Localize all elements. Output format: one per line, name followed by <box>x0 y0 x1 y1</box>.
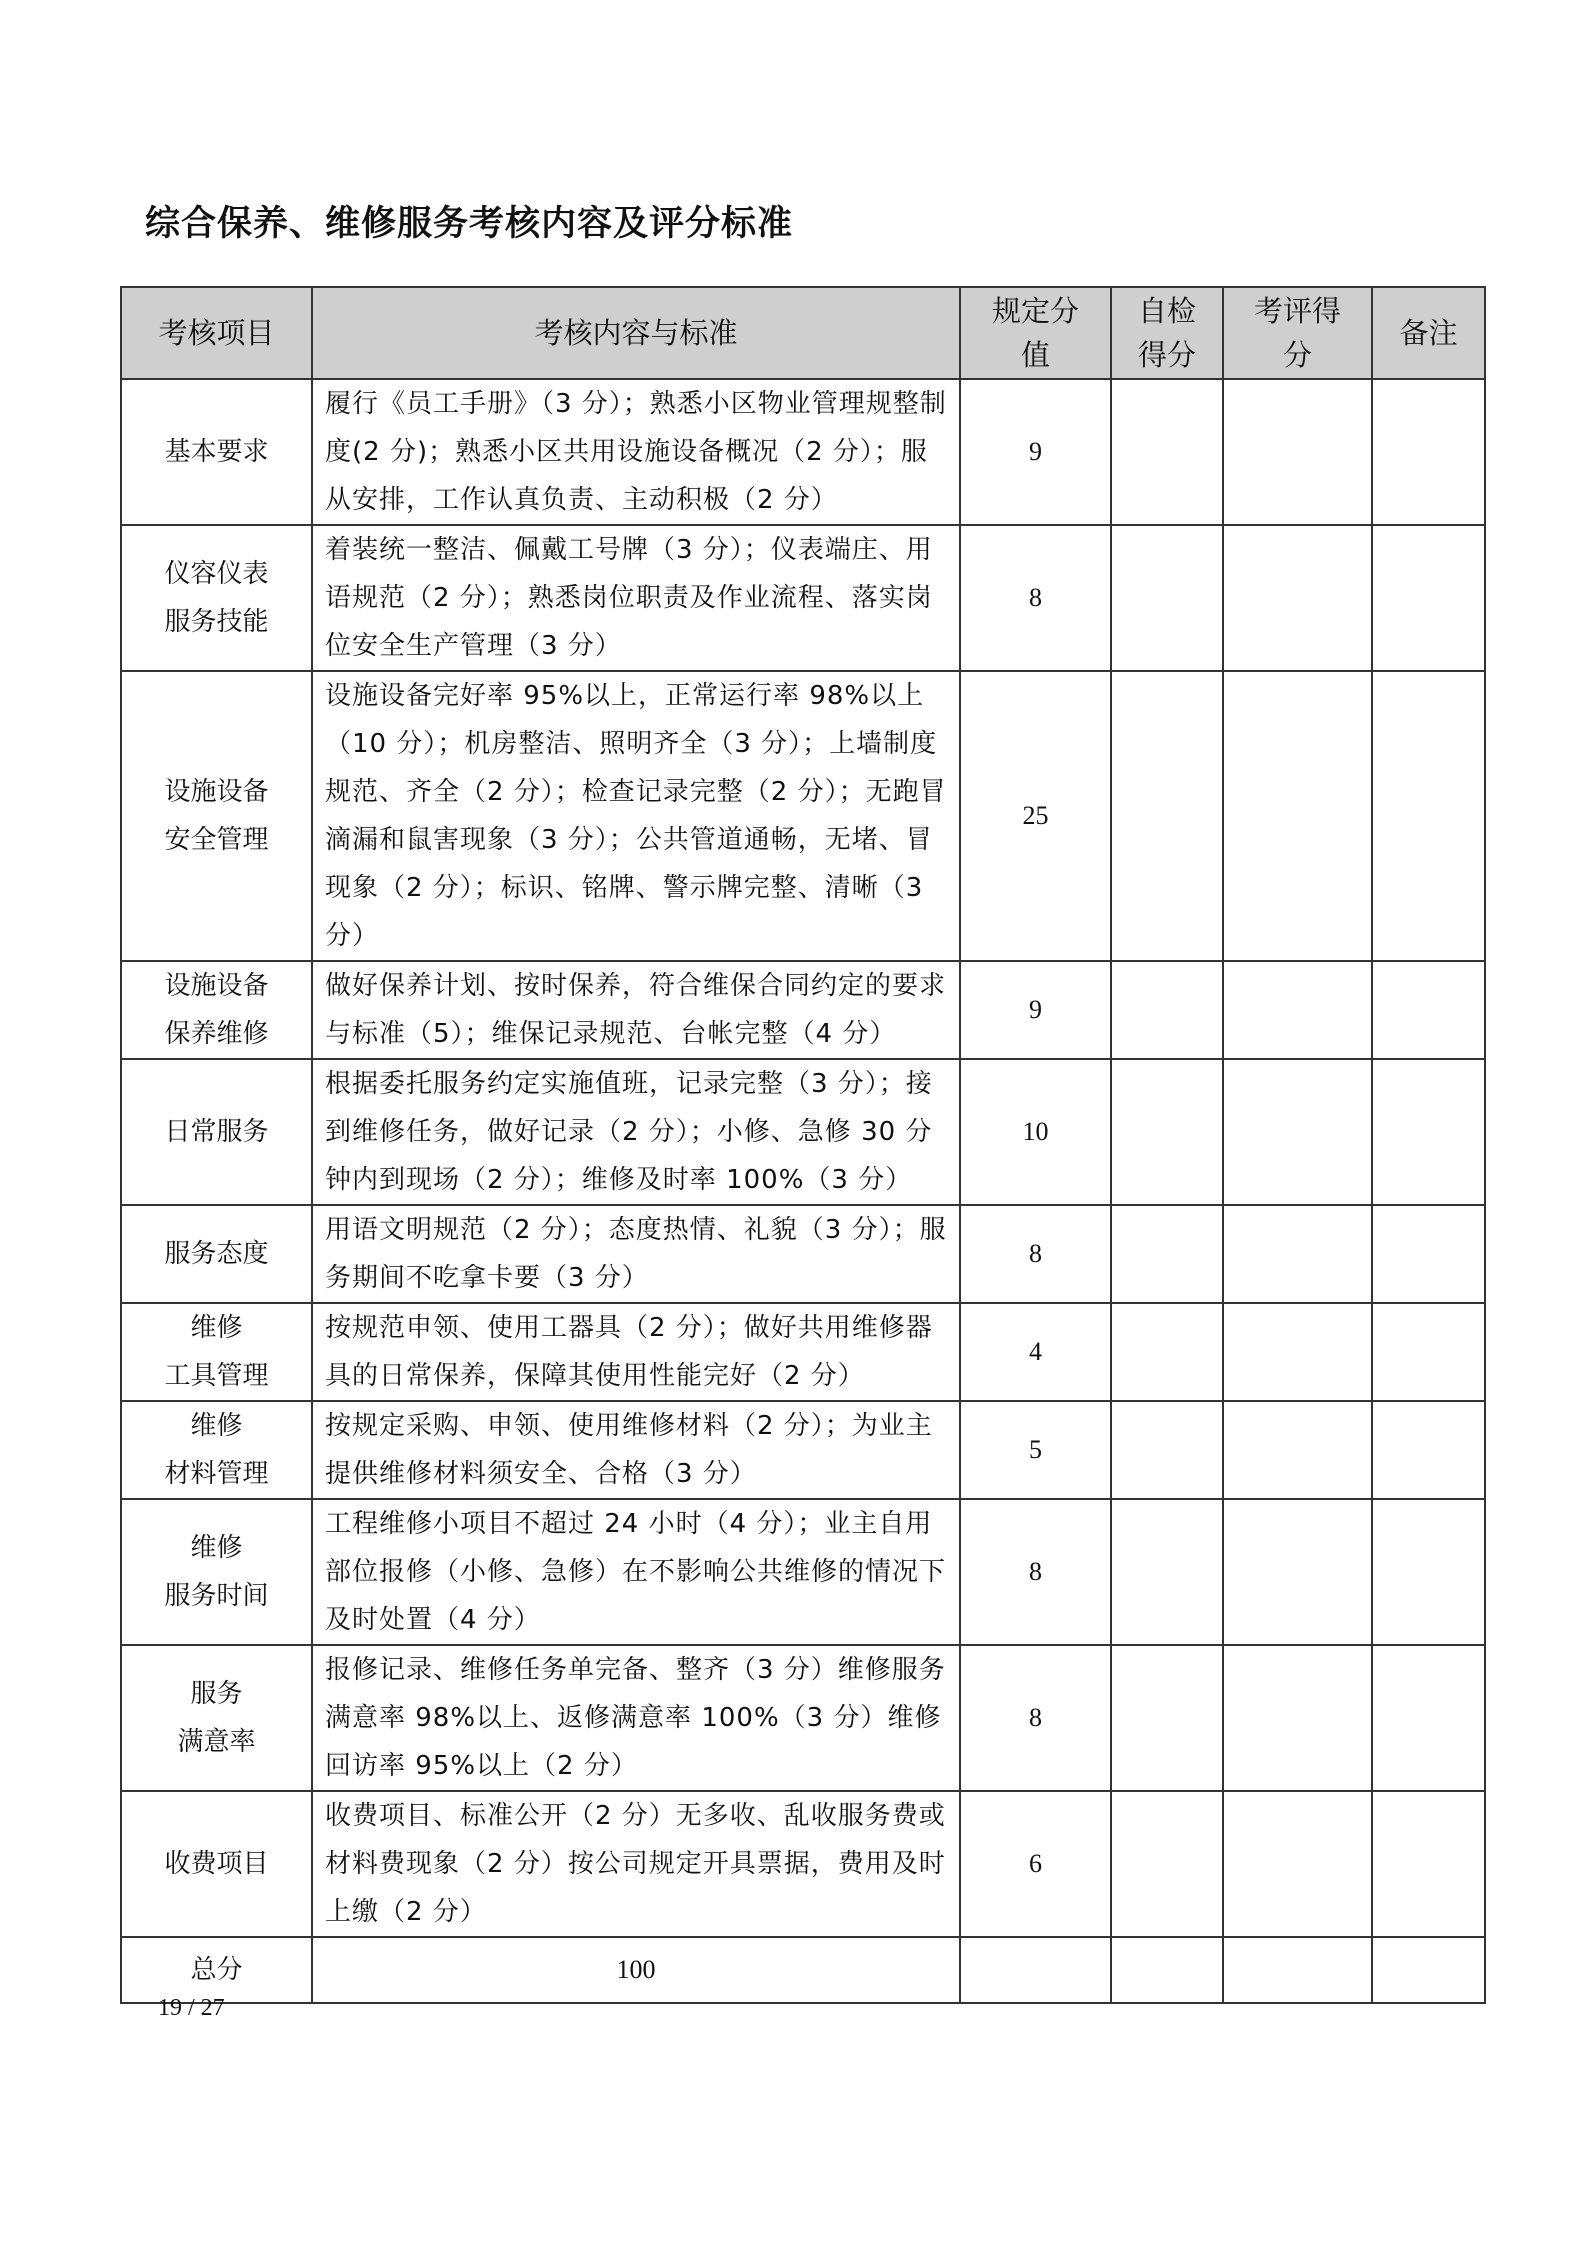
page-number: 19 / 27 <box>158 1995 225 2021</box>
row-score: 5 <box>960 1401 1111 1499</box>
row-item: 维修 服务时间 <box>121 1499 312 1645</box>
self-check-cell <box>1111 1205 1223 1303</box>
table-row <box>121 1499 1485 1645</box>
self-check-cell <box>1111 1937 1223 2003</box>
review-cell <box>1223 671 1372 961</box>
header-remark: 备注 <box>1372 287 1485 379</box>
table-row <box>121 1303 1485 1401</box>
row-item: 设施设备 保养维修 <box>121 961 312 1059</box>
review-cell <box>1223 1791 1372 1937</box>
table-row <box>121 1059 1485 1205</box>
row-content: 收费项目、标准公开（2 分）无多收、乱收服务费或材料费现象（2 分）按公司规定开具票据，费用及时上缴（2 分） <box>312 1791 960 1937</box>
row-score: 10 <box>960 1059 1111 1205</box>
remark-cell <box>1372 1791 1485 1937</box>
row-content: 做好保养计划、按时保养，符合维保合同约定的要求与标准（5）；维保记录规范、台帐完整（4 分） <box>312 961 960 1059</box>
review-cell <box>1223 1645 1372 1791</box>
row-item: 收费项目 <box>121 1791 312 1937</box>
row-item: 日常服务 <box>121 1059 312 1205</box>
row-score: 25 <box>960 671 1111 961</box>
table-row <box>121 1401 1485 1499</box>
header-content: 考核内容与标准 <box>312 287 960 379</box>
review-cell <box>1223 1205 1372 1303</box>
total-label: 总分 <box>121 1937 312 2003</box>
table-row <box>121 671 1485 961</box>
review-cell <box>1223 1937 1372 2003</box>
row-content: 设施设备完好率 95%以上，正常运行率 98%以上（10 分）；机房整洁、照明齐全（3 分）；上墙制度规范、齐全（2 分）；检查记录完整（2 分）；无跑冒滴漏和鼠害现象（3 分）；公共管道通畅，无堵、冒现象（2 分）；标识、铭牌、警示牌完整、清晰（3 分） <box>312 671 960 961</box>
review-cell <box>1223 379 1372 525</box>
table-row <box>121 379 1485 525</box>
total-score-cell <box>960 1937 1111 2003</box>
self-check-cell <box>1111 1499 1223 1645</box>
remark-cell <box>1372 1499 1485 1645</box>
row-score: 9 <box>960 379 1111 525</box>
row-item: 服务态度 <box>121 1205 312 1303</box>
row-content: 用语文明规范（2 分）；态度热情、礼貌（3 分）；服务期间不吃拿卡要（3 分） <box>312 1205 960 1303</box>
remark-cell <box>1372 525 1485 671</box>
remark-cell <box>1372 1059 1485 1205</box>
row-score: 8 <box>960 1205 1111 1303</box>
self-check-cell <box>1111 1401 1223 1499</box>
table-row <box>121 1645 1485 1791</box>
self-check-cell <box>1111 671 1223 961</box>
self-check-cell <box>1111 525 1223 671</box>
remark-cell <box>1372 379 1485 525</box>
row-content: 着装统一整洁、佩戴工号牌（3 分）；仪表端庄、用语规范（2 分）；熟悉岗位职责及作业流程、落实岗位安全生产管理（3 分） <box>312 525 960 671</box>
self-check-cell <box>1111 1791 1223 1937</box>
document-title: 综合保养、维修服务考核内容及评分标准 <box>145 204 794 244</box>
row-item: 维修 材料管理 <box>121 1401 312 1499</box>
row-item: 基本要求 <box>121 379 312 525</box>
row-score: 8 <box>960 1499 1111 1645</box>
row-score: 9 <box>960 961 1111 1059</box>
review-cell <box>1223 1059 1372 1205</box>
row-score: 8 <box>960 525 1111 671</box>
row-item: 维修 工具管理 <box>121 1303 312 1401</box>
table-row <box>121 525 1485 671</box>
remark-cell <box>1372 1401 1485 1499</box>
row-score: 4 <box>960 1303 1111 1401</box>
review-cell <box>1223 1401 1372 1499</box>
self-check-cell <box>1111 1645 1223 1791</box>
remark-cell <box>1372 1303 1485 1401</box>
table-row <box>121 1205 1485 1303</box>
header-self-check: 自检 得分 <box>1111 287 1223 379</box>
table-row <box>121 961 1485 1059</box>
header-item: 考核项目 <box>121 287 312 379</box>
review-cell <box>1223 1303 1372 1401</box>
assessment-table <box>120 286 1486 2004</box>
header-score: 规定分 值 <box>960 287 1111 379</box>
row-item: 仪容仪表 服务技能 <box>121 525 312 671</box>
row-score: 8 <box>960 1645 1111 1791</box>
row-content: 根据委托服务约定实施值班，记录完整（3 分）；接到维修任务，做好记录（2 分）；小修、急修 30 分钟内到现场（2 分）；维修及时率 100%（3 分） <box>312 1059 960 1205</box>
total-value: 100 <box>312 1937 960 2003</box>
review-cell <box>1223 961 1372 1059</box>
row-content: 工程维修小项目不超过 24 小时（4 分）；业主自用部位报修（小修、急修）在不影响公共维修的情况下及时处置（4 分） <box>312 1499 960 1645</box>
row-content: 按规定采购、申领、使用维修材料（2 分）；为业主提供维修材料须安全、合格（3 分） <box>312 1401 960 1499</box>
row-item: 设施设备 安全管理 <box>121 671 312 961</box>
review-cell <box>1223 1499 1372 1645</box>
row-content: 履行《员工手册》（3 分）；熟悉小区物业管理规整制度(2 分)；熟悉小区共用设施设备概况（2 分）；服从安排，工作认真负责、主动积极（2 分） <box>312 379 960 525</box>
row-content: 报修记录、维修任务单完备、整齐（3 分）维修服务满意率 98%以上、返修满意率 100%（3 分）维修回访率 95%以上（2 分） <box>312 1645 960 1791</box>
self-check-cell <box>1111 961 1223 1059</box>
row-content: 按规范申领、使用工器具（2 分）；做好共用维修器具的日常保养，保障其使用性能完好（2 分） <box>312 1303 960 1401</box>
remark-cell <box>1372 1645 1485 1791</box>
remark-cell <box>1372 671 1485 961</box>
review-cell <box>1223 525 1372 671</box>
row-score: 6 <box>960 1791 1111 1937</box>
self-check-cell <box>1111 1059 1223 1205</box>
remark-cell <box>1372 1937 1485 2003</box>
table-header-row <box>121 287 1485 379</box>
total-row <box>121 1937 1485 2003</box>
table-row <box>121 1791 1485 1937</box>
self-check-cell <box>1111 1303 1223 1401</box>
row-item: 服务 满意率 <box>121 1645 312 1791</box>
header-review: 考评得 分 <box>1223 287 1372 379</box>
remark-cell <box>1372 1205 1485 1303</box>
remark-cell <box>1372 961 1485 1059</box>
self-check-cell <box>1111 379 1223 525</box>
